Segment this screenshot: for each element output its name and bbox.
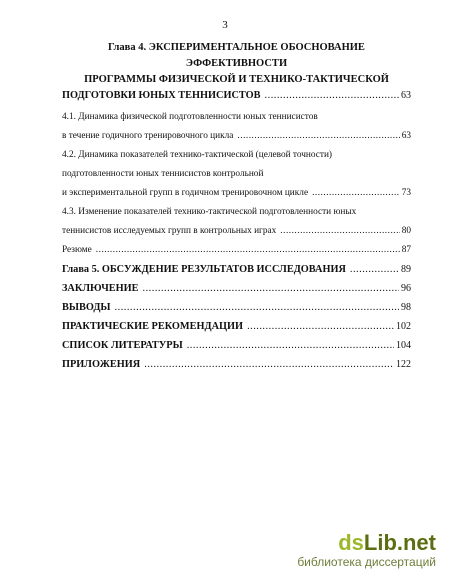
chapter-4-title-last-line[interactable] <box>62 88 411 104</box>
leader-dots <box>312 184 400 203</box>
leader-dots <box>187 336 394 355</box>
section-title: ПРИЛОЖЕНИЯ <box>62 359 141 370</box>
entry-line: 4.3. Изменение показателей технико-тактической подготовленности юных <box>62 207 357 217</box>
entry-line: 4.2. Динамика показателей технико-тактической (целевой точности) <box>62 150 333 160</box>
leader-dots <box>265 88 399 104</box>
leader-dots <box>115 298 399 317</box>
section-title: Глава 5. ОБСУЖДЕНИЕ РЕЗУЛЬТАТОВ ИССЛЕДОВАНИЯ <box>62 264 346 275</box>
entry-line: подготовленности юных теннисистов контрольной <box>62 169 264 179</box>
page-ref: 80 <box>401 226 411 236</box>
page-ref: 73 <box>401 188 411 198</box>
toc-entry-summary[interactable] <box>62 241 411 260</box>
dslib-watermark <box>297 532 436 570</box>
page-ref: 63 <box>401 90 411 101</box>
page-number: 3 <box>222 19 228 31</box>
leader-dots <box>247 317 394 336</box>
section-title: ПРАКТИЧЕСКИЕ РЕКОМЕНДАЦИИ <box>62 321 244 332</box>
entry-line: 4.1. Динамика физической подготовленности юных теннисистов <box>62 112 318 122</box>
section-title: ВЫВОДЫ <box>62 302 111 313</box>
section-title: ЗАКЛЮЧЕНИЕ <box>62 283 139 294</box>
toc-entry-4-2[interactable] <box>62 146 411 203</box>
leader-dots <box>144 355 394 374</box>
page-ref: 98 <box>401 302 411 313</box>
toc-findings[interactable] <box>62 298 411 317</box>
leader-dots <box>96 241 400 260</box>
toc-entry-4-1[interactable] <box>62 108 411 146</box>
chapter-4-title[interactable] <box>62 40 411 88</box>
page-ref: 89 <box>401 264 411 275</box>
leader-dots <box>350 260 399 279</box>
table-of-contents <box>62 40 411 374</box>
entry-line: теннисистов исследуемых групп в контрольных играх <box>62 226 277 236</box>
toc-appendices[interactable] <box>62 355 411 374</box>
section-title: СПИСОК ЛИТЕРАТУРЫ <box>62 340 183 351</box>
entry-line: и экспериментальной групп в годичном тренировочном цикле <box>62 188 309 198</box>
toc-references[interactable] <box>62 336 411 355</box>
chapter-4-title-line2: ПРОГРАММЫ ФИЗИЧЕСКОЙ И ТЕХНИКО-ТАКТИЧЕСКОЙ <box>84 74 389 85</box>
leader-dots <box>237 127 399 146</box>
page-ref: 96 <box>401 283 411 294</box>
page-ref: 87 <box>401 245 411 255</box>
chapter-4-title-line3: ПОДГОТОВКИ ЮНЫХ ТЕННИСИСТОВ <box>62 90 261 101</box>
logo-part-ds: ds <box>338 530 364 555</box>
dslib-logo <box>297 532 436 554</box>
toc-recommendations[interactable] <box>62 317 411 336</box>
page-ref: 104 <box>396 340 411 351</box>
entry-line: в течение годичного тренировочного цикла <box>62 131 234 141</box>
page-ref: 63 <box>401 131 411 141</box>
leader-dots <box>280 222 399 241</box>
chapter-4-title-line1: Глава 4. ЭКСПЕРИМЕНТАЛЬНОЕ ОБОСНОВАНИЕ ЭФФЕКТИВНОСТИ <box>108 42 365 69</box>
toc-chapter-5[interactable] <box>62 260 411 279</box>
leader-dots <box>143 279 399 298</box>
toc-entry-4-3[interactable] <box>62 203 411 241</box>
watermark-subtitle: библиотека диссертаций <box>297 555 436 569</box>
toc-conclusion[interactable] <box>62 279 411 298</box>
logo-part-lib: Lib.net <box>363 530 436 555</box>
entry-line: Резюме <box>62 245 92 255</box>
page-ref: 122 <box>396 359 411 370</box>
page-ref: 102 <box>396 321 411 332</box>
